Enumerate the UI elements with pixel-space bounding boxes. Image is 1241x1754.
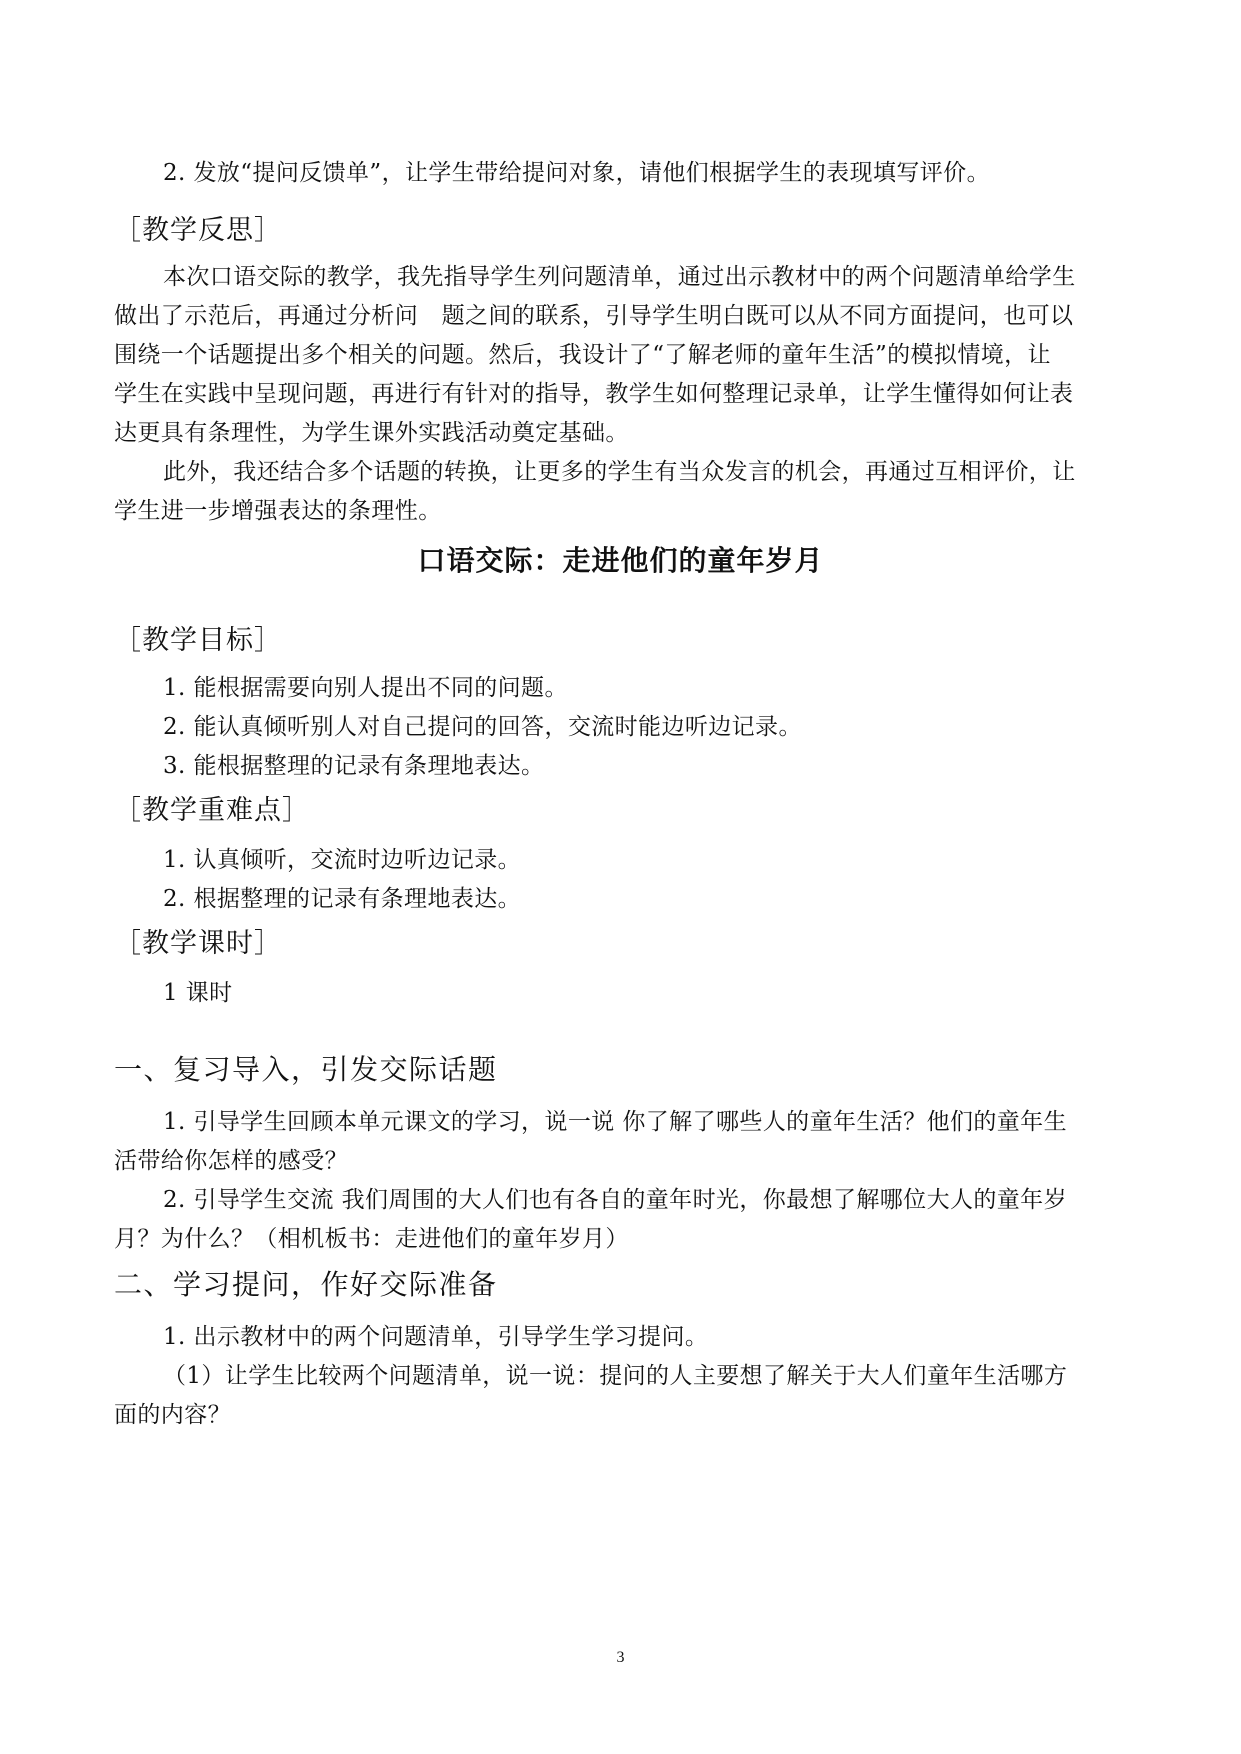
reflection-line: 做出了示范后，再通过分析问 题之间的联系，引导学生明白既可以从不同方面提问，也可以 <box>114 303 1074 329</box>
part1-line: 1. 引导学生回顾本单元课文的学习，说一说 你了解了哪些人的童年生活？他们的童年生 <box>163 1109 1067 1135</box>
periods-heading: ［教学课时］ <box>114 928 282 959</box>
reflection-line: 此外，我还结合多个话题的转换，让更多的学生有当众发言的机会，再通过互相评价，让 <box>163 459 1076 485</box>
reflection-line: 学生在实践中呈现问题，再进行有针对的指导，教学生如何整理记录单，让学生懂得如何让表 <box>114 381 1074 407</box>
part2-line: （1）让学生比较两个问题清单，说一说：提问的人主要想了解关于大人们童年生活哪方 <box>163 1363 1068 1389</box>
part1-line: 活带给你怎样的感受？ <box>114 1148 348 1174</box>
reflection-line: 学生进一步增强表达的条理性。 <box>114 498 442 524</box>
goal-item: 2. 能认真倾听别人对自己提问的回答，交流时能边听边记录。 <box>163 714 802 740</box>
page-number: 3 <box>616 1649 625 1666</box>
key-point-item: 2. 根据整理的记录有条理地表达。 <box>163 886 522 912</box>
feedback-item: 2. 发放“提问反馈单”，让学生带给提问对象，请他们根据学生的表现填写评价。 <box>163 160 990 186</box>
part2-line: 1. 出示教材中的两个问题清单，引导学生学习提问。 <box>163 1324 709 1350</box>
reflection-line: 围绕一个话题提出多个相关的问题。然后，我设计了“了解老师的童年生活”的模拟情境，让 <box>114 342 1051 368</box>
reflection-line: 本次口语交际的教学，我先指导学生列问题清单，通过出示教材中的两个问题清单给学生 <box>163 264 1076 290</box>
part2-line: 面的内容？ <box>114 1402 231 1428</box>
part1-line: 月？为什么？（相机板书：走进他们的童年岁月） <box>114 1226 629 1252</box>
goal-item: 1. 能根据需要向别人提出不同的问题。 <box>163 675 568 701</box>
part2-heading: 二、学习提问，作好交际准备 <box>114 1268 498 1301</box>
reflection-heading: ［教学反思］ <box>114 215 282 246</box>
key-point-item: 1. 认真倾听，交流时边听边记录。 <box>163 847 522 873</box>
lesson-title: 口语交际：走进他们的童年岁月 <box>417 544 824 577</box>
periods-value: 1 课时 <box>163 980 233 1006</box>
reflection-line: 达更具有条理性，为学生课外实践活动奠定基础。 <box>114 420 629 446</box>
key-points-heading: ［教学重难点］ <box>114 795 310 826</box>
part1-heading: 一、复习导入，引发交际话题 <box>114 1053 498 1086</box>
goal-item: 3. 能根据整理的记录有条理地表达。 <box>163 753 545 779</box>
goals-heading: ［教学目标］ <box>114 625 282 656</box>
part1-line: 2. 引导学生交流 我们周围的大人们也有各自的童年时光，你最想了解哪位大人的童年岁 <box>163 1187 1067 1213</box>
